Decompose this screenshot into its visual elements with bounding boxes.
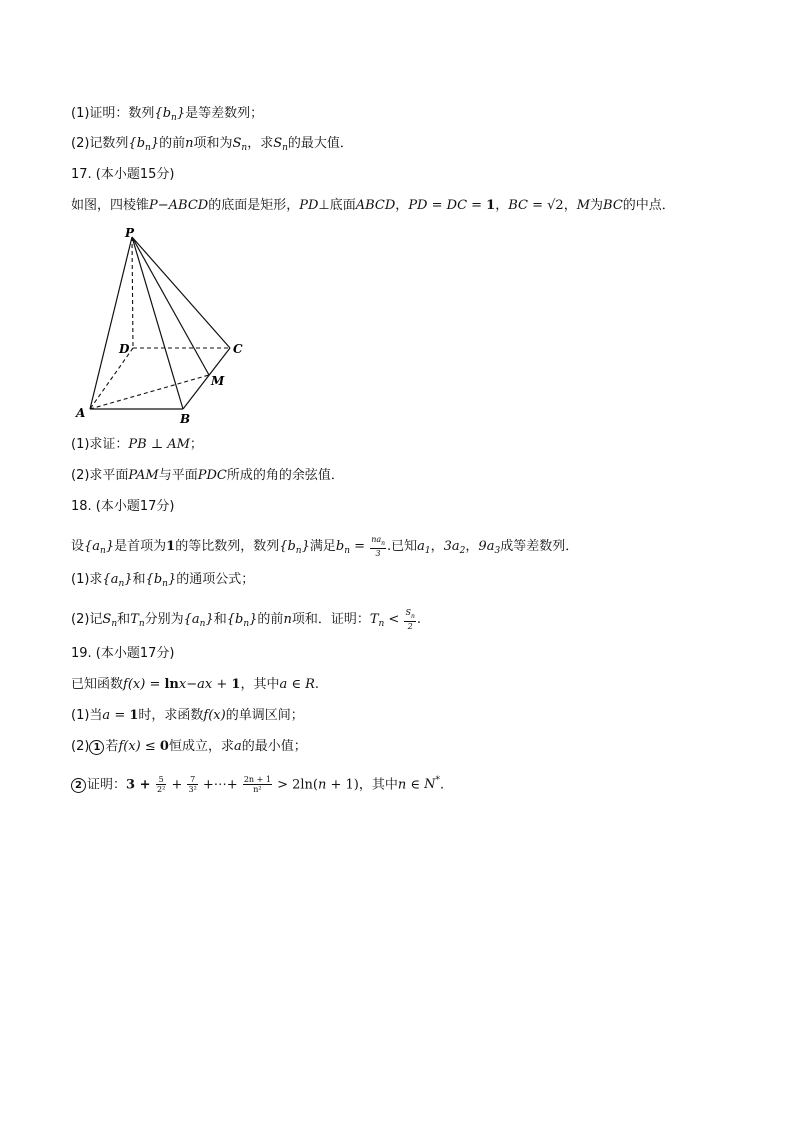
text: 的等比数列，数列	[175, 539, 280, 554]
text: 成等差数列．	[500, 539, 579, 554]
set-b: $\{b_n\}$	[279, 539, 310, 556]
math: > 2ln(	[272, 777, 318, 793]
math: ax	[197, 677, 213, 692]
label-P: P	[125, 226, 135, 240]
set-close: }	[176, 106, 186, 121]
q17-part2	[71, 467, 344, 485]
label-A: A	[76, 406, 86, 420]
math: =	[350, 539, 370, 554]
q19-part1	[71, 707, 304, 725]
math: ∈	[287, 677, 306, 692]
math: f(x)	[203, 708, 226, 723]
math-Sn	[102, 612, 117, 627]
numerator: 7	[187, 775, 197, 785]
subscript: n	[171, 113, 177, 123]
text: .	[314, 677, 320, 692]
text: 的前	[159, 136, 186, 151]
math-bn	[336, 539, 350, 554]
text: .	[416, 612, 421, 627]
math: n	[318, 777, 327, 793]
text: (2)记数列	[71, 136, 129, 151]
text: ，求	[247, 136, 274, 151]
text: 项和为	[193, 136, 233, 151]
q19-part3	[71, 772, 444, 794]
text: 项和．证明：	[291, 612, 370, 627]
math-Sn	[233, 136, 248, 151]
subscript: n	[145, 143, 151, 153]
math: <	[384, 612, 404, 627]
denominator: 2	[407, 622, 413, 631]
denominator: 3²	[188, 785, 197, 795]
math-Nstar	[424, 777, 440, 792]
math: +⋯+	[198, 777, 242, 793]
math: =	[145, 677, 165, 692]
text: (2)记	[71, 612, 103, 627]
S: S	[102, 612, 112, 627]
text: 证明：	[87, 777, 127, 793]
text: (2)	[71, 739, 90, 754]
edge-AM	[90, 375, 209, 409]
q19-intro	[71, 676, 319, 694]
math: 1	[486, 198, 496, 213]
a: 9a	[478, 539, 495, 554]
subscript: n	[243, 619, 250, 629]
q19-header: 19. (本小题17分)	[71, 646, 175, 661]
math: 3 +	[126, 777, 156, 793]
edge-PA	[90, 237, 132, 409]
text: 的中点．	[622, 198, 675, 213]
text: 和	[213, 612, 227, 627]
text: ，	[495, 198, 509, 213]
text: 时，求函数	[138, 708, 204, 723]
text: (1)求证：	[71, 437, 129, 452]
circled-number-1: 1	[89, 740, 104, 755]
q19-part2	[71, 738, 307, 756]
circled-number-2: 2	[71, 778, 86, 793]
text: (1)当	[71, 708, 103, 723]
math: 0	[159, 739, 169, 754]
text: ，	[430, 539, 444, 554]
fraction-2	[187, 775, 197, 794]
subscript: n	[410, 613, 415, 620]
math: a	[102, 708, 111, 723]
denominator: 2²	[157, 785, 166, 795]
math: PD	[299, 198, 319, 213]
math: n	[397, 777, 407, 793]
num: S	[405, 608, 411, 617]
text: 与平面	[158, 468, 198, 483]
text: 所成的角的余弦值．	[226, 468, 344, 483]
subscript: n	[381, 540, 385, 547]
num: na	[371, 535, 382, 544]
subscript: 3	[494, 546, 501, 556]
set-b	[154, 106, 185, 121]
T: T	[130, 612, 139, 627]
label-C: C	[233, 342, 243, 356]
math: +	[212, 677, 232, 692]
subscript: n	[118, 579, 125, 589]
text: ⊥底面	[318, 198, 356, 213]
math: +	[167, 777, 187, 793]
q18-header: 18. (本小题17分)	[71, 499, 175, 514]
fraction	[404, 608, 415, 631]
text: 的最大值．	[287, 136, 353, 151]
math: BC =	[508, 198, 548, 213]
math-9a3	[478, 539, 500, 554]
N: N	[424, 777, 436, 793]
edge-DA	[90, 348, 133, 409]
math-3a2	[444, 539, 466, 554]
subscript: n	[295, 546, 302, 556]
S: S	[273, 136, 283, 151]
text: 满足	[309, 539, 336, 554]
subscript: n	[282, 143, 288, 153]
text: 的前	[257, 612, 284, 627]
math: ≤	[140, 739, 160, 754]
text: ，其中	[358, 777, 398, 793]
numerator	[404, 608, 415, 622]
set-b: $\{b_n\}$	[226, 612, 258, 629]
denominator: 3	[375, 549, 381, 558]
math-n: n	[185, 136, 194, 151]
S: S	[232, 136, 242, 151]
math: −	[186, 677, 198, 692]
pyramid-figure	[70, 224, 260, 429]
text: ，	[465, 539, 479, 554]
a: 3a	[443, 539, 460, 554]
math-n: n	[283, 612, 292, 627]
math: =	[110, 708, 130, 723]
text: (1)求	[71, 572, 103, 587]
subscript: n	[378, 619, 385, 629]
b: b	[335, 539, 345, 554]
math: BC	[603, 198, 623, 213]
q18-part1	[71, 571, 254, 593]
math: M	[576, 198, 591, 213]
subscript: 2	[459, 546, 466, 556]
text: 的单调区间；	[225, 708, 304, 723]
set-a: $\{a_n\}$	[183, 612, 214, 629]
text: 若	[105, 739, 119, 754]
edge-PB	[132, 237, 183, 409]
set-a: $\{a_n\}$	[84, 539, 115, 556]
math: ABCD	[355, 198, 396, 213]
subscript: 1	[424, 546, 431, 556]
edge-PC	[132, 237, 230, 348]
text: 如图，四棱锥	[71, 198, 150, 213]
math: P−ABCD	[149, 198, 209, 213]
text: 是首项为	[114, 539, 167, 554]
text: .已知	[386, 539, 418, 554]
math: a	[233, 739, 242, 754]
math: ∈	[406, 777, 425, 793]
edge-PD	[132, 237, 133, 348]
math-Sn	[273, 136, 288, 151]
text: (1)证明：数列	[71, 106, 155, 121]
text: 的通项公式；	[176, 572, 255, 587]
set-open: {b	[128, 136, 146, 151]
T: T	[369, 612, 379, 627]
text: (2)求平面	[71, 468, 129, 483]
q17-intro	[71, 197, 675, 215]
math: PDC	[197, 468, 227, 483]
subscript: n	[111, 619, 118, 629]
numerator: 5	[156, 775, 166, 785]
numerator: 2n + 1	[243, 775, 271, 785]
text: ，	[563, 198, 577, 213]
denominator: n²	[253, 785, 262, 795]
math-a1	[417, 539, 431, 554]
math: 1	[166, 539, 176, 554]
q18-part2	[71, 608, 421, 633]
math: f(x)	[118, 739, 141, 754]
text: 为	[590, 198, 604, 213]
q16-part2	[71, 135, 353, 157]
text: ，其中	[240, 677, 280, 692]
text: .	[440, 777, 445, 793]
a: a	[417, 539, 425, 554]
label-D: D	[119, 342, 130, 356]
edge-PM	[132, 237, 209, 375]
set-b: $\{b_n\}$	[145, 572, 177, 589]
label-M: M	[211, 374, 225, 388]
text: 恒成立，求	[168, 739, 234, 754]
math: PD = DC =	[408, 198, 487, 213]
math: R	[305, 677, 315, 692]
math: 1	[231, 677, 241, 692]
q17-header: 17. (本小题15分)	[71, 167, 175, 182]
set-b	[128, 136, 159, 151]
text: 是等差数列；	[185, 106, 264, 121]
subscript: n	[199, 619, 206, 629]
numerator	[370, 535, 386, 549]
math: x	[178, 677, 187, 692]
math: + 1)	[326, 777, 359, 793]
fraction-3	[243, 775, 272, 794]
q17-part1	[71, 436, 203, 454]
label-B: B	[180, 412, 191, 426]
math: a	[279, 677, 288, 692]
text: 和	[132, 572, 146, 587]
math-Tn	[130, 612, 144, 627]
math-Tn	[370, 612, 384, 627]
math: PAM	[128, 468, 159, 483]
set-open: {b	[154, 106, 172, 121]
text: 分别为	[144, 612, 184, 627]
subscript: n	[241, 143, 248, 153]
math: PB ⊥ AM	[128, 437, 190, 452]
text: ；	[189, 437, 203, 452]
text: 的底面是矩形，	[208, 198, 300, 213]
superscript: *	[435, 776, 441, 786]
text: 的最小值；	[241, 739, 307, 754]
text: ，	[395, 198, 409, 213]
set-close: }	[150, 136, 160, 151]
math: ln	[164, 677, 179, 692]
subscript: n	[138, 619, 145, 629]
text: 已知函数	[71, 677, 124, 692]
text: 设	[71, 539, 85, 554]
subscript: n	[100, 546, 106, 556]
subscript: n	[162, 579, 168, 589]
math: 1	[129, 708, 139, 723]
math: √2	[547, 198, 564, 213]
q16-part1	[71, 105, 263, 127]
q18-intro	[71, 535, 578, 560]
fraction	[370, 535, 386, 558]
fraction-1	[156, 775, 166, 794]
text: 和	[117, 612, 131, 627]
set-a: $\{a_n\}$	[102, 572, 133, 589]
math: f(x)	[123, 677, 146, 692]
subscript: n	[344, 546, 351, 556]
